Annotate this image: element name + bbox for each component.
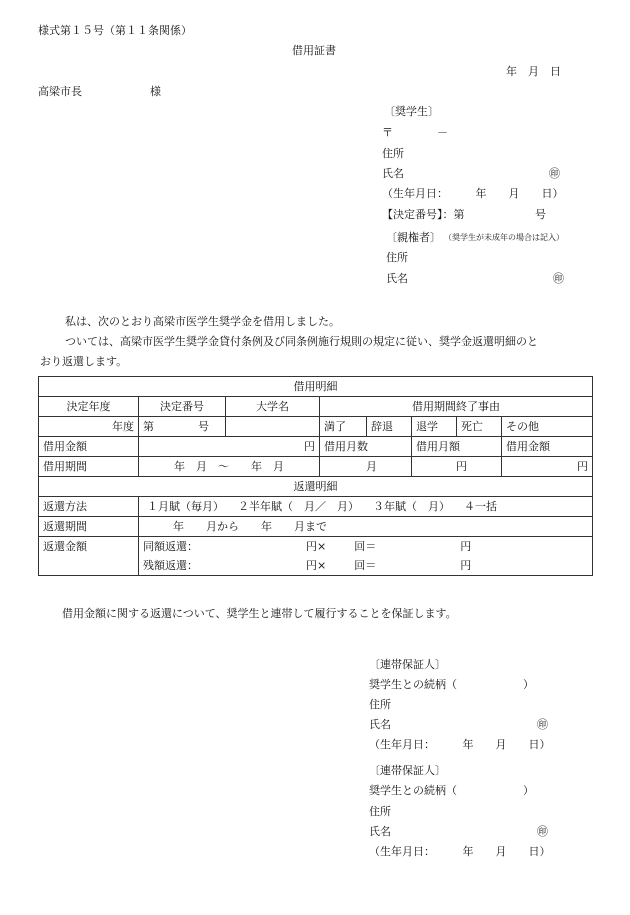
guarantor-1-name-label: 氏名 [369, 718, 391, 731]
loan-table [38, 376, 593, 576]
body-line-3: おり返還します。 [40, 355, 128, 368]
student-name-label: 氏名 [382, 167, 404, 180]
monthly-amount-label: 借用月額 [412, 437, 502, 457]
guardian-name-label: 氏名 [386, 272, 408, 285]
guarantor-1-seal: ㊞ [537, 718, 548, 731]
guardian-address-label: 住所 [386, 251, 408, 264]
method-label: 返還方法 [39, 497, 139, 517]
months-count-cell[interactable] [320, 457, 412, 477]
year-cell[interactable]: 年度 [39, 417, 139, 437]
decision-number-suffix: 号 [535, 208, 546, 221]
table-row [39, 397, 593, 417]
date-field: 年 月 日 [506, 65, 561, 78]
number-cell[interactable] [139, 417, 226, 437]
guarantee-statement: 借用金額に関する返還について、奨学生と連帯して履行することを保証します。 [62, 607, 457, 620]
table-row [39, 477, 593, 497]
student-label: 〔奨学生〕 [384, 105, 439, 118]
table-row [39, 457, 593, 477]
table-row [39, 437, 593, 457]
monthly-yen: 円 [456, 460, 467, 473]
student-address-label: 住所 [382, 147, 404, 160]
table-row [39, 417, 593, 437]
reason-deceased[interactable]: 死亡 [457, 417, 502, 437]
guardian-seal: ㊞ [553, 272, 564, 285]
reason-other[interactable]: その他 [502, 417, 593, 437]
addressee: 高梁市長 [38, 85, 82, 98]
period-cell[interactable]: 年 月 ～ 年 月 [139, 457, 320, 477]
equal-repay-label: 同額返還： [143, 540, 198, 553]
months-count-label: 借用月数 [320, 437, 412, 457]
table-row [39, 377, 593, 397]
student-postal: 〒 － [382, 126, 448, 139]
method-lumpsum[interactable]: ４一括 [464, 500, 497, 513]
reason-completed[interactable]: 満了 [320, 417, 367, 437]
table-row [39, 556, 593, 576]
guarantor-2-relation: 奨学生との続柄（ ） [369, 784, 534, 797]
guarantor-2-name-label: 氏名 [369, 825, 391, 838]
equal-times-yen: 円× [306, 540, 327, 553]
remain-times-eq: 回＝ [354, 559, 377, 572]
total-amount-cell[interactable]: 円 [502, 457, 593, 477]
repay-period-cell[interactable] [139, 517, 593, 537]
month-unit: 月 [366, 460, 377, 473]
repay-period-value: 年 月から 年 月まで [173, 520, 327, 533]
repay-section-header: 返還明細 [39, 477, 593, 497]
col-decision-year: 決定年度 [39, 397, 139, 417]
method-semiannual[interactable]: ２半年賦（ 月／ 月） [238, 500, 359, 513]
document-title: 借用証書 [292, 44, 336, 57]
form-number: 様式第１５号（第１１条関係） [38, 24, 192, 37]
reason-withdrawn[interactable]: 退学 [412, 417, 457, 437]
remain-repay-cell[interactable] [139, 556, 593, 576]
remain-repay-label: 残額返還： [143, 559, 198, 572]
total-amount-label: 借用金額 [502, 437, 593, 457]
table-row [39, 517, 593, 537]
method-annual[interactable]: ３年賦（ 月） [373, 500, 450, 513]
body-line-1: 私は、次のとおり高梁市医学生奨学金を借用しました。 [65, 315, 340, 328]
student-seal: ㊞ [549, 167, 560, 180]
amount-label: 借用金額 [39, 437, 139, 457]
equal-repay-cell[interactable] [139, 537, 593, 557]
amount-cell[interactable]: 円 [139, 437, 320, 457]
equal-yen: 円 [460, 540, 472, 553]
guardian-note: （奨学生が未成年の場合は記入） [444, 233, 564, 242]
guarantor-2-address-label: 住所 [369, 805, 391, 818]
equal-times-eq: 回＝ [354, 540, 377, 553]
table-row [39, 497, 593, 517]
repay-amount-label: 返還金額 [39, 537, 139, 557]
guarantor-1-birth: （生年月日： 年 月 日） [369, 738, 551, 751]
guarantor-2-birth: （生年月日： 年 月 日） [369, 845, 551, 858]
method-monthly[interactable]: １月賦（毎月） [147, 500, 224, 513]
reason-declined[interactable]: 辞退 [367, 417, 412, 437]
addressee-honorific: 様 [150, 85, 161, 98]
guarantor-1-relation: 奨学生との続柄（ ） [369, 678, 534, 691]
body-line-2: ついては、高梁市医学生奨学金貸付条例及び同条例施行規則の規定に従い、奨学金返還明細のと [65, 335, 538, 348]
guarantor-2-label: 〔連帯保証人〕 [369, 764, 446, 777]
guarantor-2-seal: ㊞ [537, 825, 548, 838]
col-end-reason: 借用期間終了事由 [320, 397, 593, 417]
repay-amount-label-cont [39, 556, 139, 576]
monthly-amount-cell[interactable] [412, 457, 502, 477]
guarantor-1-address-label: 住所 [369, 698, 391, 711]
col-university: 大学名 [226, 397, 320, 417]
number-prefix: 第 [143, 420, 154, 433]
remain-yen: 円 [460, 559, 472, 572]
repay-period-label: 返還期間 [39, 517, 139, 537]
loan-section-header: 借用明細 [39, 377, 593, 397]
university-cell[interactable] [226, 417, 320, 437]
guardian-label: 〔親権者〕 [386, 231, 441, 244]
method-cell[interactable] [139, 497, 593, 517]
col-decision-number: 決定番号 [139, 397, 226, 417]
student-birth: （生年月日： 年 月 日） [382, 187, 564, 200]
table-row [39, 537, 593, 557]
period-label: 借用期間 [39, 457, 139, 477]
guarantor-1-label: 〔連帯保証人〕 [369, 658, 446, 671]
decision-number-label: 【決定番号】：第 [382, 208, 465, 221]
number-suffix: 号 [198, 420, 209, 433]
remain-times-yen: 円× [306, 559, 327, 572]
